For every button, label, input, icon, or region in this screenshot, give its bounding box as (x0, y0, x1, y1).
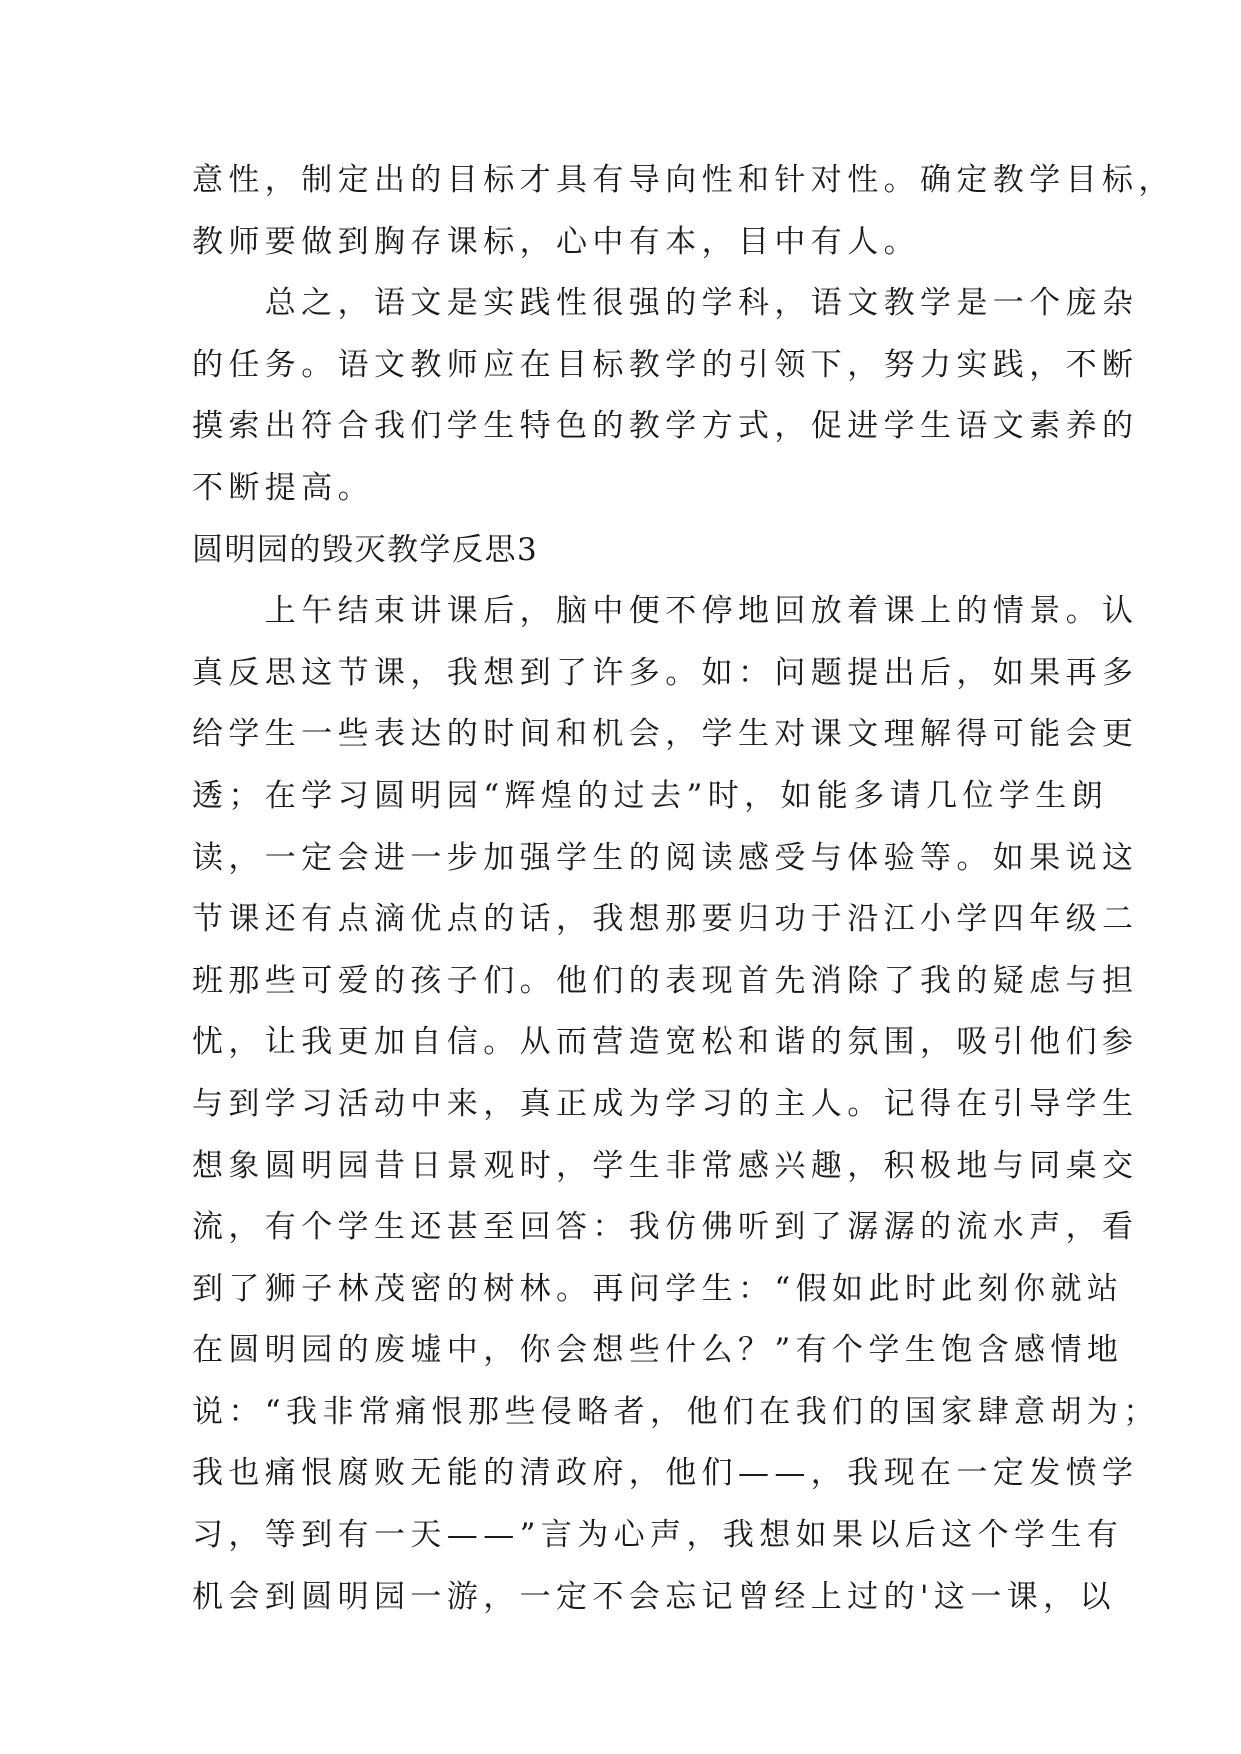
paragraph-first-line: 上午结束讲课后，脑中便不停地回放着课上的情景。认 (192, 593, 1139, 630)
text-line: 到了狮子林茂密的树林。再问学生：“假如此时此刻你就站 (192, 1270, 1124, 1307)
text-line: 在圆明园的废墟中，你会想些什么？”有个学生饱含感情地 (192, 1332, 1124, 1369)
text-line: 说：“我非常痛恨那些侵略者，他们在我们的国家肆意胡为； (192, 1393, 1160, 1430)
text-line: 想象圆明园昔日景观时，学生非常感兴趣，积极地与同桌交 (192, 1147, 1139, 1184)
text-line: 我也痛恨腐败无能的清政府，他们——，我现在一定发愤学 (192, 1455, 1139, 1492)
text-line: 机会到圆明园一游，一定不会忘记曾经上过的'这一课，以 (192, 1578, 1116, 1615)
text-line: 的任务。语文教师应在目标教学的引领下，努力实践，不断 (192, 346, 1139, 383)
text-line: 真反思这节课，我想到了许多。如：问题提出后，如果再多 (192, 654, 1139, 691)
text-line: 意性，制定出的目标才具有导向性和针对性。确定教学目标， (192, 162, 1175, 198)
section-heading: 圆明园的毁灭教学反思3 (192, 531, 539, 568)
paragraph-first-line: 总之，语文是实践性很强的学科，语文教学是一个庞杂 (192, 285, 1139, 322)
text-line: 摸索出符合我们学生特色的教学方式，促进学生语文素养的 (192, 408, 1139, 445)
text-line: 与到学习活动中来，真正成为学习的主人。记得在引导学生 (192, 1085, 1139, 1122)
text-line: 忧，让我更加自信。从而营造宽松和谐的氛围，吸引他们参 (192, 1024, 1139, 1061)
text-line: 透；在学习圆明园“辉煌的过去”时，如能多请几位学生朗 (192, 777, 1109, 814)
text-line: 节课还有点滴优点的话，我想那要归功于沿江小学四年级二 (192, 901, 1139, 938)
text-line: 习，等到有一天——”言为心声，我想如果以后这个学生有 (192, 1517, 1124, 1554)
text-line: 班那些可爱的孩子们。他们的表现首先消除了我的疑虑与担 (192, 962, 1139, 999)
text-line: 教师要做到胸存课标，心中有本，目中有人。 (192, 223, 920, 260)
text-line: 不断提高。 (192, 469, 374, 506)
document-body (192, 150, 1175, 1628)
text-line: 流，有个学生还甚至回答：我仿佛听到了潺潺的流水声，看 (192, 1209, 1139, 1246)
text-line: 给学生一些表达的时间和机会，学生对课文理解得可能会更 (192, 716, 1139, 753)
text-line: 读，一定会进一步加强学生的阅读感受与体验等。如果说这 (192, 839, 1139, 876)
